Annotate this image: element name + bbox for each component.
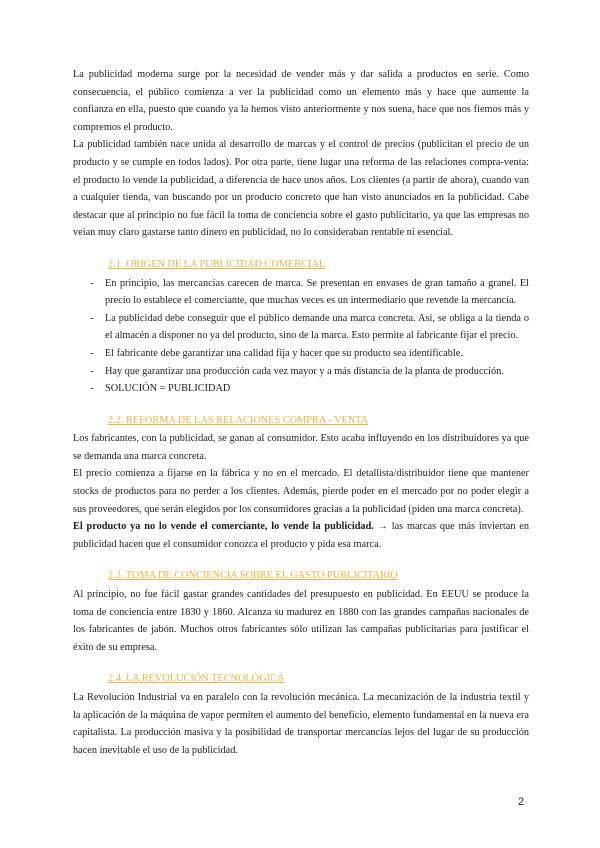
section-heading-reforma: 2.2. REFORMA DE LAS RELACIONES COMPRA - VENTA <box>108 414 369 426</box>
reforma-paragraph-2: El precio comienza a fijarse en la fábrica y no en el mercado. El detallista/distribuidor tiene que mantener stocks de productos para no perder a los clientes. Además, pierde poder en el mercado por no poder elegir a sus proveedores, que serán elegidos por los consumidores gracias a la publicidad (piden una marca concreta). <box>73 468 529 515</box>
list-item: - El fabricante debe garantizar una calidad fija y hacer que su producto sea identificable. <box>73 345 529 363</box>
intro-paragraph-1: La publicidad moderna surge por la necesidad de vender más y dar salida a productos en serie. Como consecuencia, el público comienza a ver la publicidad como un elemento más y hace que aumente la confianza en ella, puesto que cuando ya la hemos visto anteriormente y nos suena, hace que nos fiemos más y compremos el producto. <box>73 69 529 133</box>
page-number: 2 <box>518 796 525 808</box>
origen-list <box>73 275 529 398</box>
toma-conciencia-paragraph: Al principio, no fue fácil gastar grandes cantidades del presupuesto en publicidad. En EEUU se produce la toma de conciencia entre 1830 y 1860. Alcanza su madurez en 1880 con las grandes campañas nacionales de los fabricantes de jabón. Muchos otros fabricantes sólo utilizan las campañas publicitarias para justificar el éxito de su empresa. <box>73 589 529 653</box>
intro-paragraph-2: La publicidad también nace unida al desarrollo de marcas y el control de precios (publicitan el precio de un producto y se cumple en todos lados). Por otra parte, tiene lugar una reforma de las relaciones compra-venta: el producto lo vende la publicidad, a diferencia de hace unos años. Los clientes (a partir de ahora), cuando van a cualquier tienda, van buscando por un producto concreto que han visto anunciados en la publicidad. Cabe destacar que al principio no fue fácil la toma de conciencia sobre el gasto publicitario, ya que las empresas no veían muy claro gastarse tanto dinero en publicidad, no lo consideraban rentable ni esencial. <box>73 139 529 239</box>
list-item: - SOLUCIÓN = PUBLICIDAD <box>73 380 529 398</box>
section-heading-revolucion: 2.4. LA REVOLUCIÓN TECNOLÓGICA <box>108 673 285 685</box>
page-content <box>73 66 529 759</box>
reforma-paragraph-3 <box>73 518 529 553</box>
reforma-paragraph-1: Los fabricantes, con la publicidad, se ganan al consumidor. Esto acaba influyendo en los distribuidores ya que se demanda una marca concreta. <box>73 433 529 462</box>
reforma-statement-rest: → las marcas que más inviertan en publicidad hacen que el consumidor conozca el producto y pida esa marca. <box>73 521 529 550</box>
list-item: - Hay que garantizar una producción cada vez mayor y a más distancia de la planta de producción. <box>73 363 529 381</box>
list-item: - En principio, las mercancías carecen de marca. Se presentan en envases de gran tamaño a granel. El precio lo establece el comerciante, que muchas veces es un intermediario que revende la mercancía. <box>73 275 529 310</box>
section-heading-toma-conciencia: 2.3. TOMA DE CONCIENCIA SOBRE EL GASTO PUBLICITARIO <box>108 570 398 582</box>
revolucion-paragraph: La Revolución Industrial va en paralelo con la revolución mecánica. La mecanización de la industria textil y la aplicación de la máquina de vapor permiten el aumento del beneficio, elemento fundamental en la nueva era capitalista. La producción masiva y la posibilidad de transportar mercancías lejos del lugar de su producción hacen inevitable el uso de la publicidad. <box>73 692 529 756</box>
section-heading-origen: 2.1. ORIGEN DE LA PUBLICIDAD COMERCIAL <box>108 258 326 270</box>
reforma-bold-statement: El producto ya no lo vende el comerciante, lo vende la publicidad. <box>73 521 374 533</box>
list-item: - La publicidad debe conseguir que el público demande una marca concreta. Así, se obliga a la tienda o el almacén a disponer no ya del producto, sino de la marca. Esto permite al fabricante fijar el precio. <box>73 310 529 345</box>
